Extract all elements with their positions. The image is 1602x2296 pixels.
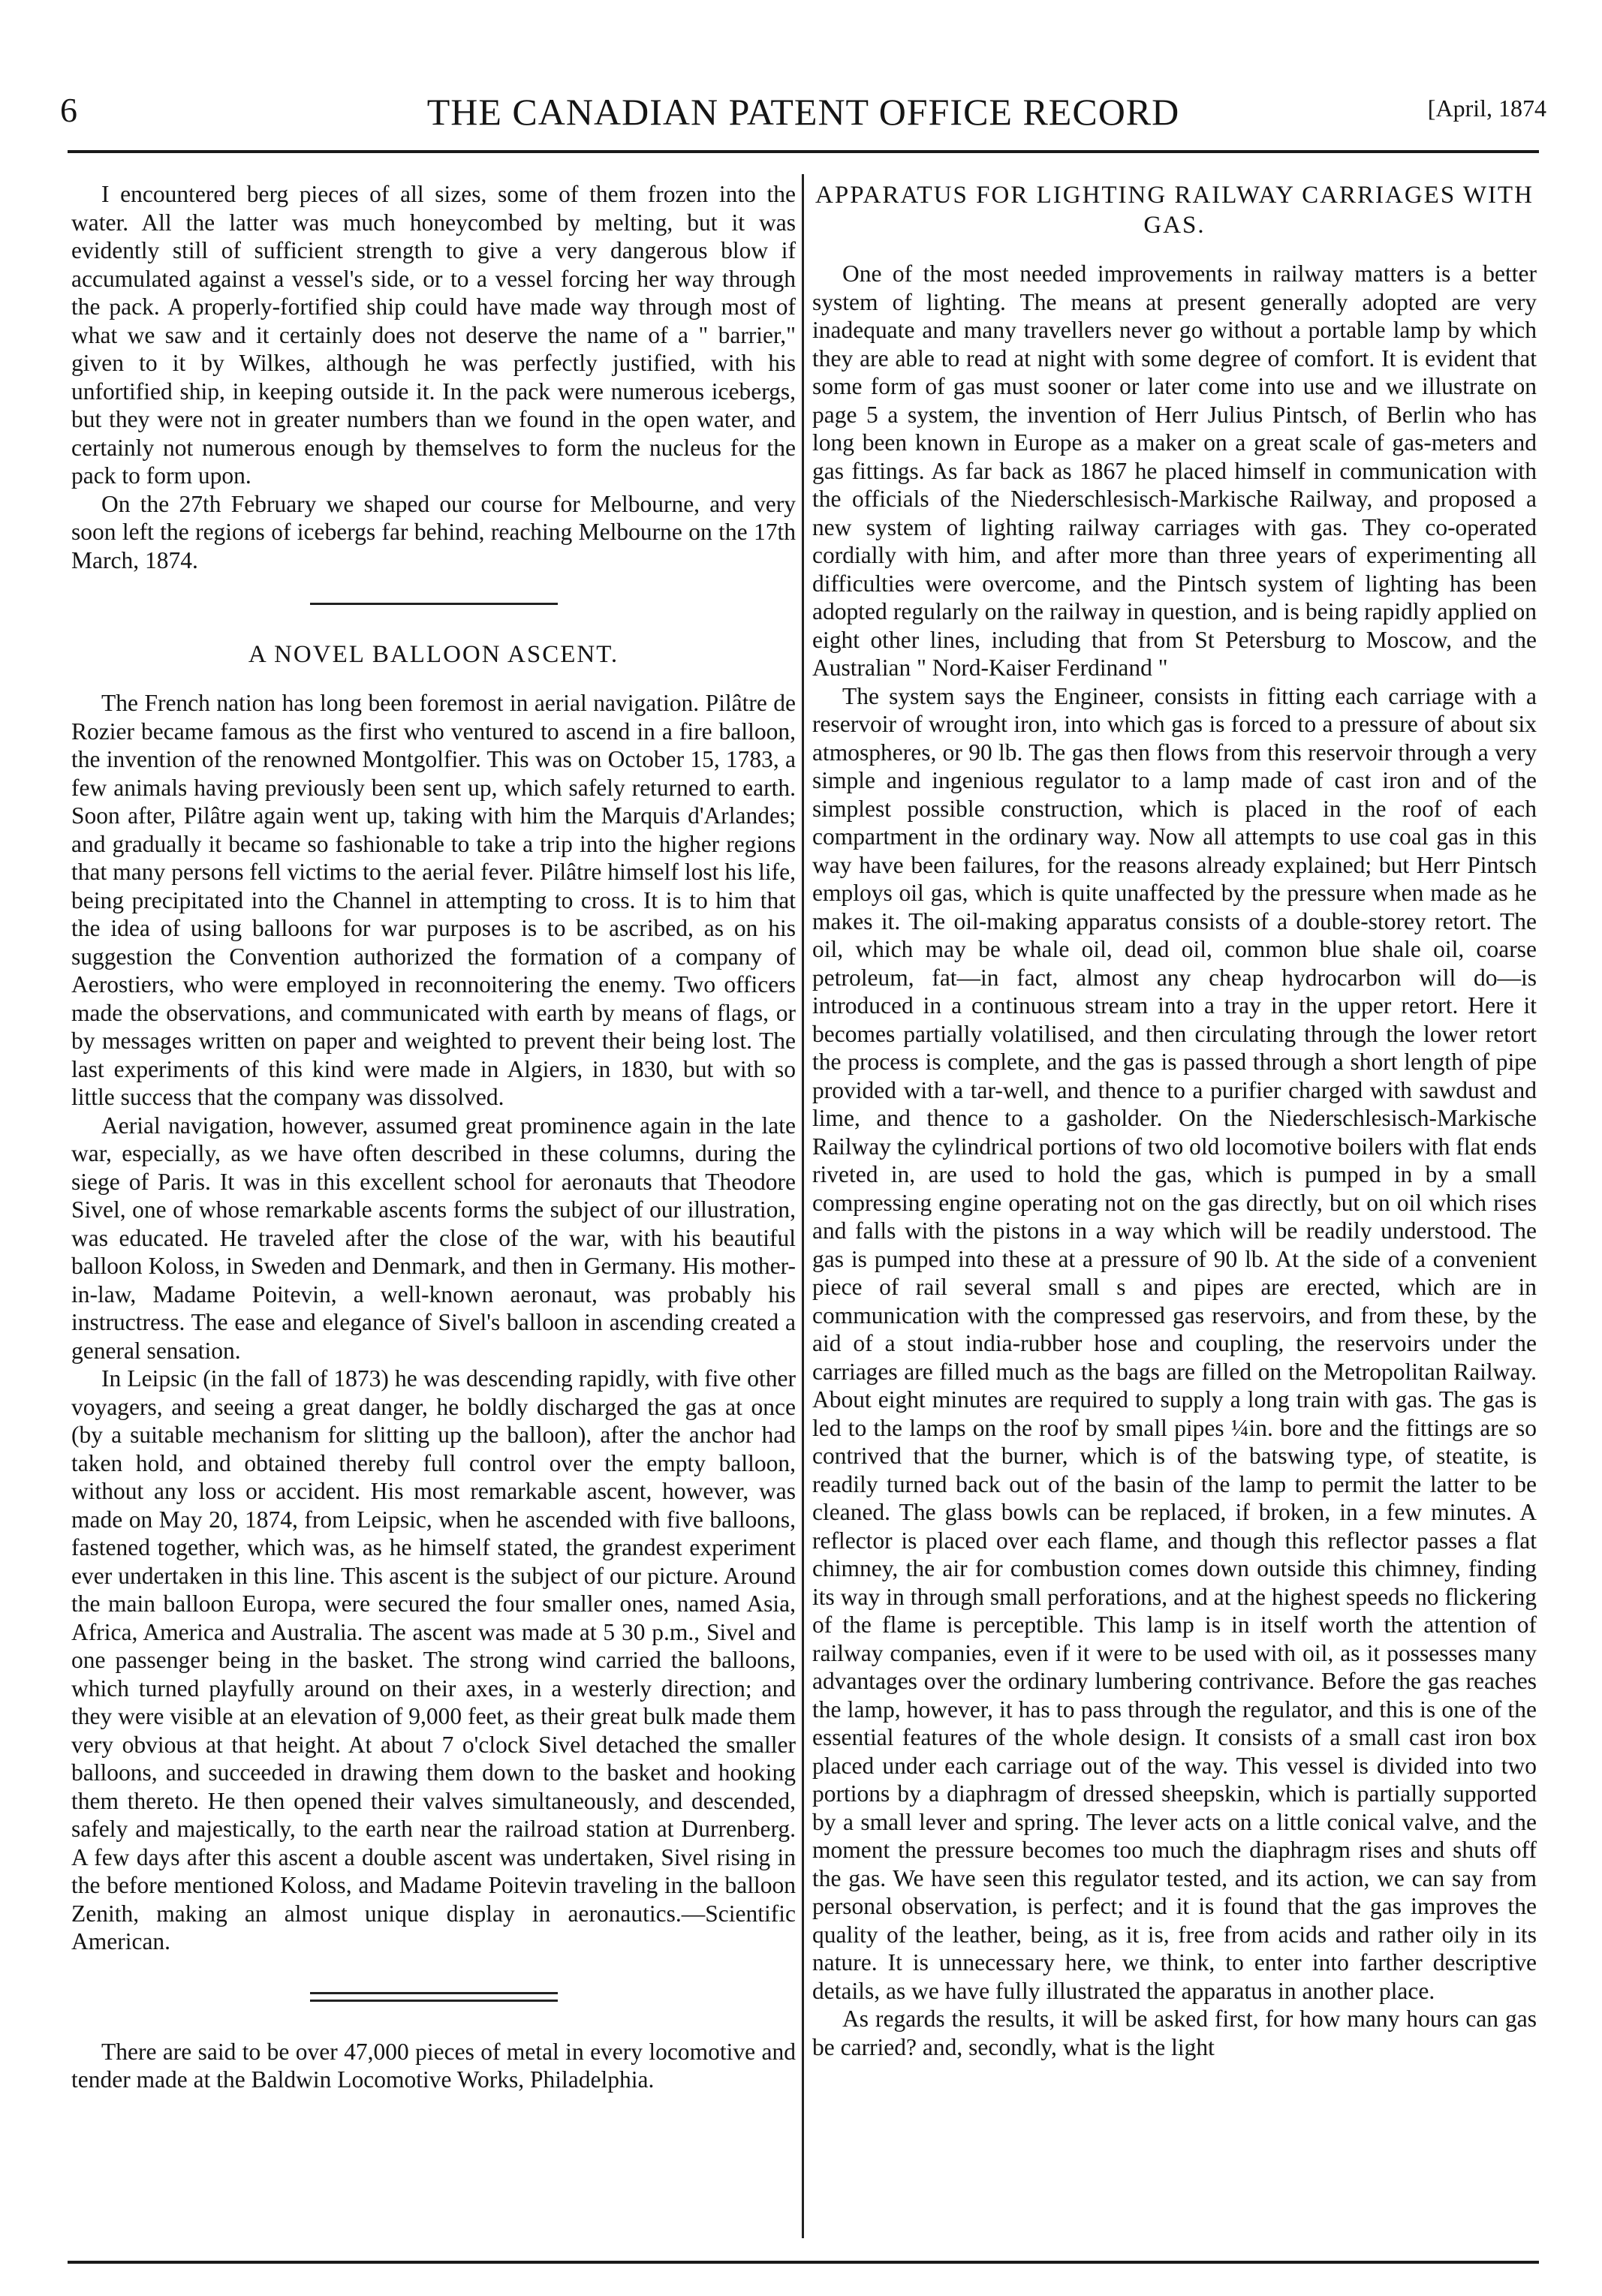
right-column	[812, 180, 1537, 2252]
baldwin-note: There are said to be over 47,000 pieces of metal in every locomotive and tender made at the Baldwin Locomotive Works, Philadelphia.	[71, 2038, 796, 2093]
footer-rule	[68, 2261, 1539, 2264]
issue-date: [April, 1874	[1427, 95, 1546, 122]
balloon-article-title: A NOVEL BALLOON ASCENT.	[248, 641, 619, 668]
iceberg-paragraph-1: I encountered berg pieces of all sizes, some of them frozen into the water. All the latter was much honeycombed by melting, but it was evidently still of sufficient strength to give a very dangerous blow if accumulated against a vessel's side, or to a vessel forcing her way through the pack. A properly-fortified ship could have made way through most of what we saw and it certainly does not deserve the name of a " barrier," given to it by Wilkes, although he was perfectly justified, with his unfortified ship, in keeping outside it. In the pack were numerous icebergs, but they were not in greater numbers than we found in the open water, and certainly not numerous enough by themselves to form the nucleus for the pack to form upon.	[71, 181, 796, 489]
page-number: 6	[60, 91, 77, 129]
header-rule	[68, 150, 1539, 153]
balloon-paragraph-2: Aerial navigation, however, assumed great prominence again in the late war, especially, as we have often described in these columns, during the siege of Paris. It was in this excellent school for aeronauts that Theodore Sivel, one of whose remarkable ascents forms the subject of our illustration, was educated. He traveled after the close of the war, with his beautiful balloon Koloss, in Sweden and Denmark, and then in Germany. His mother-in-law, Madame Poitevin, a well-known aeronaut, was probably his instructress. The ease and elegance of Sivel's balloon in ascending created a general sensation.	[71, 1112, 796, 1364]
left-column	[71, 180, 796, 2252]
section-separator	[310, 603, 558, 605]
running-title: THE CANADIAN PATENT OFFICE RECORD	[426, 91, 1180, 133]
gas-lighting-article-title: APPARATUS FOR LIGHTING RAILWAY CARRIAGES WITH GAS.	[815, 182, 1534, 239]
column-divider	[802, 174, 804, 2238]
balloon-paragraph-1: The French nation has long been foremost in aerial navigation. Pilâtre de Rozier became famous as the first who ventured to ascend in a fire balloon, the invention of the renowned Montgolfier. This was on October 15, 1783, a few animals having previously been sent up, which safely returned to earth. Soon after, Pilâtre again went up, taking with him the Marquis d'Arlandes; and gradually it became so fashionable to take a trip into the higher regions that many persons fell victims to the aerial fever. Pilâtre himself lost his life, being precipitated into the Channel in attempting to cross. It is to him that the idea of using balloons for war purposes is to be ascribed, as on his suggestion the Convention authorized the formation of a company of Aerostiers, who were employed in reconnoitering the enemy. Two officers made the observations, and communicated with earth by means of flags, or by messages written on paper and weighted to prevent their being lost. The last experiments of this kind were made in Algiers, in 1830, but with so little success that the company was dissolved.	[71, 690, 796, 1110]
balloon-paragraph-3: In Leipsic (in the fall of 1873) he was descending rapidly, with five other voyagers, and seeing a great danger, he boldly discharged the gas at once (by a suitable mechanism for slitting up the balloon), after the anchor had taken hold, and obtained thereby full control over the empty balloon, without any loss or accident. His most remarkable ascent, however, was made on May 20, 1874, from Leipsic, when he ascended with five balloons, fastened together, which was, as he himself stated, the grandest experiment ever undertaken in this line. This ascent is the subject of our picture. Around the main balloon Europa, were secured the four smaller ones, named Asia, Africa, America and Australia. The ascent was made at 5 30 p.m., Sivel and one passenger being in the basket. The strong wind carried the balloons, which turned playfully around on their axes, in a westerly direction; and they were visible at an elevation of 9,000 feet, as their great bulk made them very obvious at that height. At about 7 o'clock Sivel detached the smaller balloons, and succeeded in drawing them down to the basket and hooking them thereto. He then opened their valves simultaneously, and descended, safely and majestically, to the earth near the railroad station at Durrenberg. A few days after this ascent a double ascent was undertaken, Sivel rising in the before mentioned Koloss, and Madame Poitevin traveling in the balloon Zenith, making an almost unique display in aeronautics.—Scientific American.	[71, 1365, 796, 1954]
gas-paragraph-2: The system says the Engineer, consists in fitting each carriage with a reservoir of wrought iron, into which gas is forced to a pressure of about six atmospheres, or 90 lb. The gas then flows from this reservoir through a very simple and ingenious regulator to a lamp made of cast iron and of the simplest possible construction, which is placed in the roof of each compartment in the ordinary way. Now all attempts to use coal gas in this way have been failures, for the reasons already explained; but Herr Pintsch employs oil gas, which is quite unaffected by the pressure when made as he makes it. The oil-making apparatus consists of a double-storey retort. The oil, which may be whale oil, dead oil, common blue shale oil, coarse petroleum, fat—in fact, almost any cheap hydrocarbon will do—is introduced in a continuous stream into a tray in the upper retort. Here it becomes partially volatilised, and then circulating through the lower retort the process is complete, and the gas is passed through a short length of pipe provided with a tar-well, and thence to a purifier charged with sawdust and lime, and thence to a gasholder. On the Niederschlesisch-Markische Railway the cylindrical portions of two old locomotive boilers with flat ends riveted in, are used to hold the gas, which is pumped in by a small compressing engine operating not on the gas directly, but on oil which rises and falls with the pistons in a way which will be readily understood. The gas is pumped into these at a pressure of 90 lb. At the side of a convenient piece of rail several small s and pipes are erected, which are in communication with the compressed gas reservoirs, and from these, by the aid of a stout india-rubber hose and coupling, the reservoirs under the carriages are filled much as the bags are filled on the Metropolitan Railway. About eight minutes are required to supply a long train with gas. The gas is led to the lamps on the roof by small pipes ¼in. bore and the fittings are so contrived that the burner, which is of the batswing type, of steatite, is readily turned back out of the basin of the lamp to permit the latter to be cleaned. The glass bowls can be replaced, if broken, in a few minutes. A reflector is placed over each flame, and though this reflector passes a flat chimney, the air for combustion comes down outside this chimney, finding its way in through small perforations, and at the highest speeds no flickering of the flame is perceptible. This lamp is in itself worth the attention of railway companies, even if it were to be used with oil, as it possesses many advantages over the ordinary lumbering contrivance. Before the gas reaches the lamp, however, it has to pass through the regulator, and this is one of the essential features of the whole design. It consists of a small cast iron box placed under each carriage out of the way. This vessel is divided into two portions by a diaphragm of dressed sheepskin, which is partially supported by a small lever and spring. The lever acts on a little conical valve, and the moment the pressure becomes too much the diaphragm rises and shuts off the gas. We have seen this regulator tested, and its action, we can say from personal observation, is perfect; and it is found that the gas improves the quality of the leather, being, as it is, free from acids and rather oily in its nature. It is unnecessary here, we think, to enter into farther descriptive details, as we have fully illustrated the apparatus in another place.	[812, 682, 1537, 2004]
double-separator	[310, 1992, 558, 2002]
iceberg-paragraph-2: On the 27th February we shaped our course for Melbourne, and very soon left the regions of icebergs far behind, reaching Melbourne on the 17th March, 1874.	[71, 490, 796, 573]
gas-paragraph-1: One of the most needed improvements in railway matters is a better system of lighting. The means at present generally adopted are very inadequate and many travellers never go without a portable lamp by which they are able to read at night with some degree of comfort. It is evident that some form of gas must sooner or later come into use and we illustrate on page 5 a system, the invention of Herr Julius Pintsch, of Berlin who has long been known in Europe as a maker on a great scale of gas-meters and gas fittings. As far back as 1867 he placed himself in communication with the officials of the Niederschlesisch-Markische Railway, and proposed a new system of lighting railway carriages with gas. They co-operated cordially with him, and after more than three years of experimenting all difficulties were overcome, and the Pintsch system of lighting has been adopted regularly on the railway in question, and is being rapidly applied on eight other lines, including that from St Petersburg to Moscow, and the Australian " Nord-Kaiser Ferdinand "	[812, 260, 1537, 681]
gas-paragraph-3: As regards the results, it will be asked first, for how many hours can gas be carried? and, secondly, what is the light	[812, 2006, 1537, 2060]
page-header	[60, 90, 1546, 138]
